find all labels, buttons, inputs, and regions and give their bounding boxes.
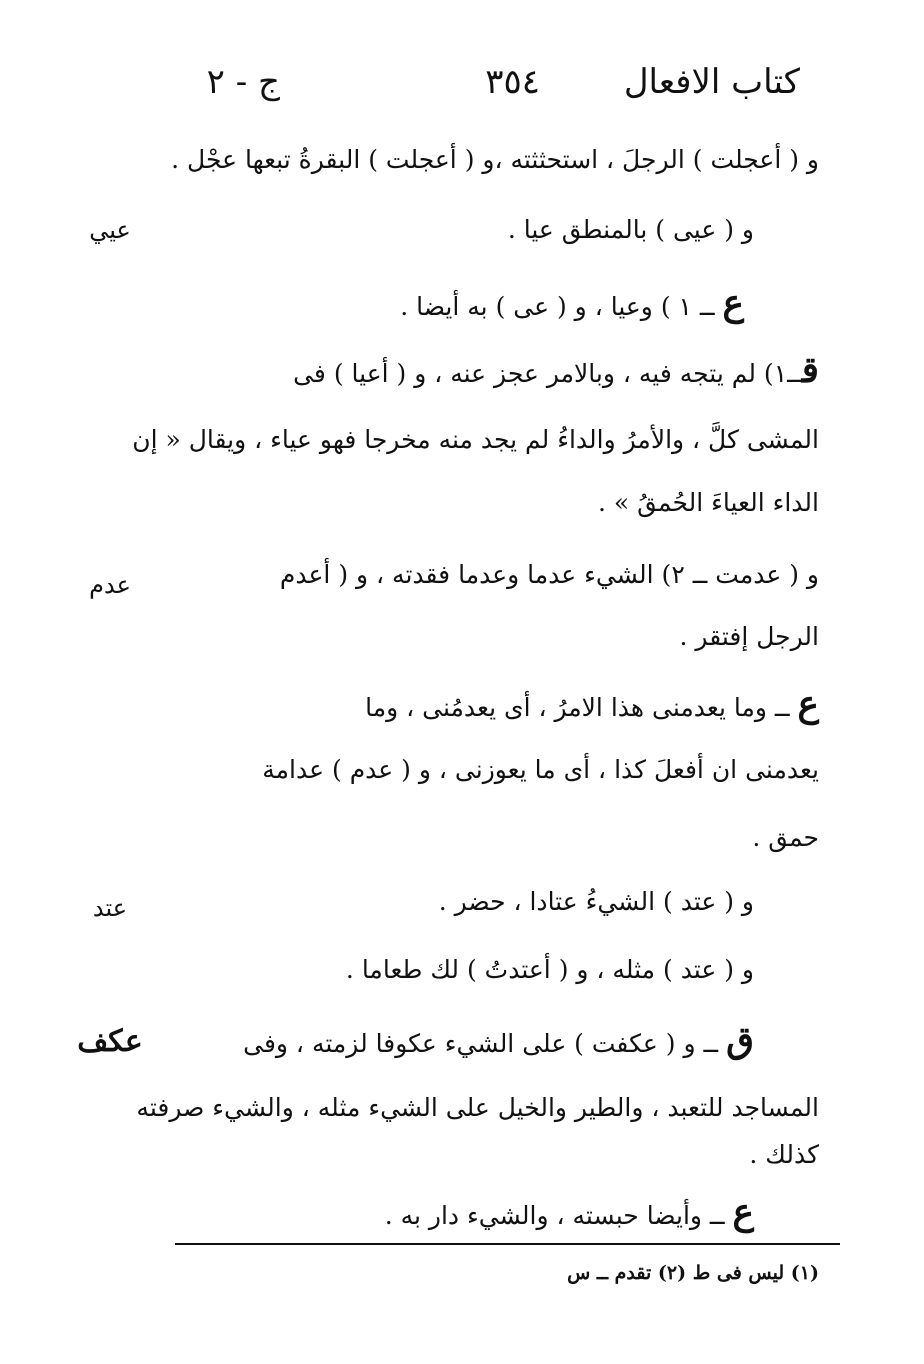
text-line: و ( أعجلت ) الرجلَ ، استحثثته ،و ( أعجلت ) البقرةُ تبعها عجْل . xyxy=(171,145,819,174)
text-line: الرجل إفتقر . xyxy=(679,622,819,651)
part-number: ج - ٢ xyxy=(206,62,280,102)
text-line: و ( عتد ) مثله ، و ( أعتدتُ ) لك طعاما . xyxy=(345,955,754,984)
text-line: المشى كلَّ ، والأمرُ والداءُ لم يجد منه مخرجا فهو عياء ، ويقال « إن xyxy=(132,425,819,454)
text-line: الداء العياءَ الحُمقُ » . xyxy=(598,488,819,517)
text-line: و ( عيى ) بالمنطق عيا . xyxy=(507,215,754,244)
text-line: كذلك . xyxy=(749,1140,819,1169)
margin-root: عدم xyxy=(89,571,131,599)
text-line: ع ــ وما يعدمنى هذا الامرُ ، أى يعدمُنى ، وما xyxy=(365,683,819,725)
text-line: و ( عدمت ــ ٢) الشيء عدما وعدما فقدته ، و ( أعدم xyxy=(279,560,819,589)
page-number: ٣٥٤ xyxy=(485,62,540,102)
text-line: المساجد للتعبد ، والطير والخيل على الشيء مثله ، والشيء صرفته xyxy=(136,1093,819,1122)
footnote: (١) ليس فى ط (٢) تقدم ــ س xyxy=(567,1262,819,1284)
text-line: يعدمنى ان أفعلَ كذا ، أى ما يعوزنى ، و ( عدم ) عدامة xyxy=(262,755,819,784)
book-title: كتاب الافعال xyxy=(623,62,800,102)
footnote-separator xyxy=(175,1243,840,1245)
margin-root: عكف xyxy=(77,1024,143,1059)
text-line: و ( عتد ) الشيءُ عتادا ، حضر . xyxy=(438,887,754,916)
text-line: ع ــ ١ ) وعيا ، و ( عى ) به أيضا . xyxy=(400,282,744,324)
margin-root: عيي xyxy=(89,216,131,244)
text-line: ع ــ وأيضا حبسته ، والشيء دار به . xyxy=(384,1191,754,1233)
margin-root: عتد xyxy=(92,894,128,922)
text-line: ق ــ و ( عكفت ) على الشيء عكوفا لزمته ، وفى xyxy=(243,1019,754,1061)
page-header xyxy=(200,62,800,122)
text-line: حمق . xyxy=(752,823,819,852)
text-line: قــ١) لم يتجه فيه ، وبالامر عجز عنه ، و ( أعيا ) فى xyxy=(293,349,819,391)
